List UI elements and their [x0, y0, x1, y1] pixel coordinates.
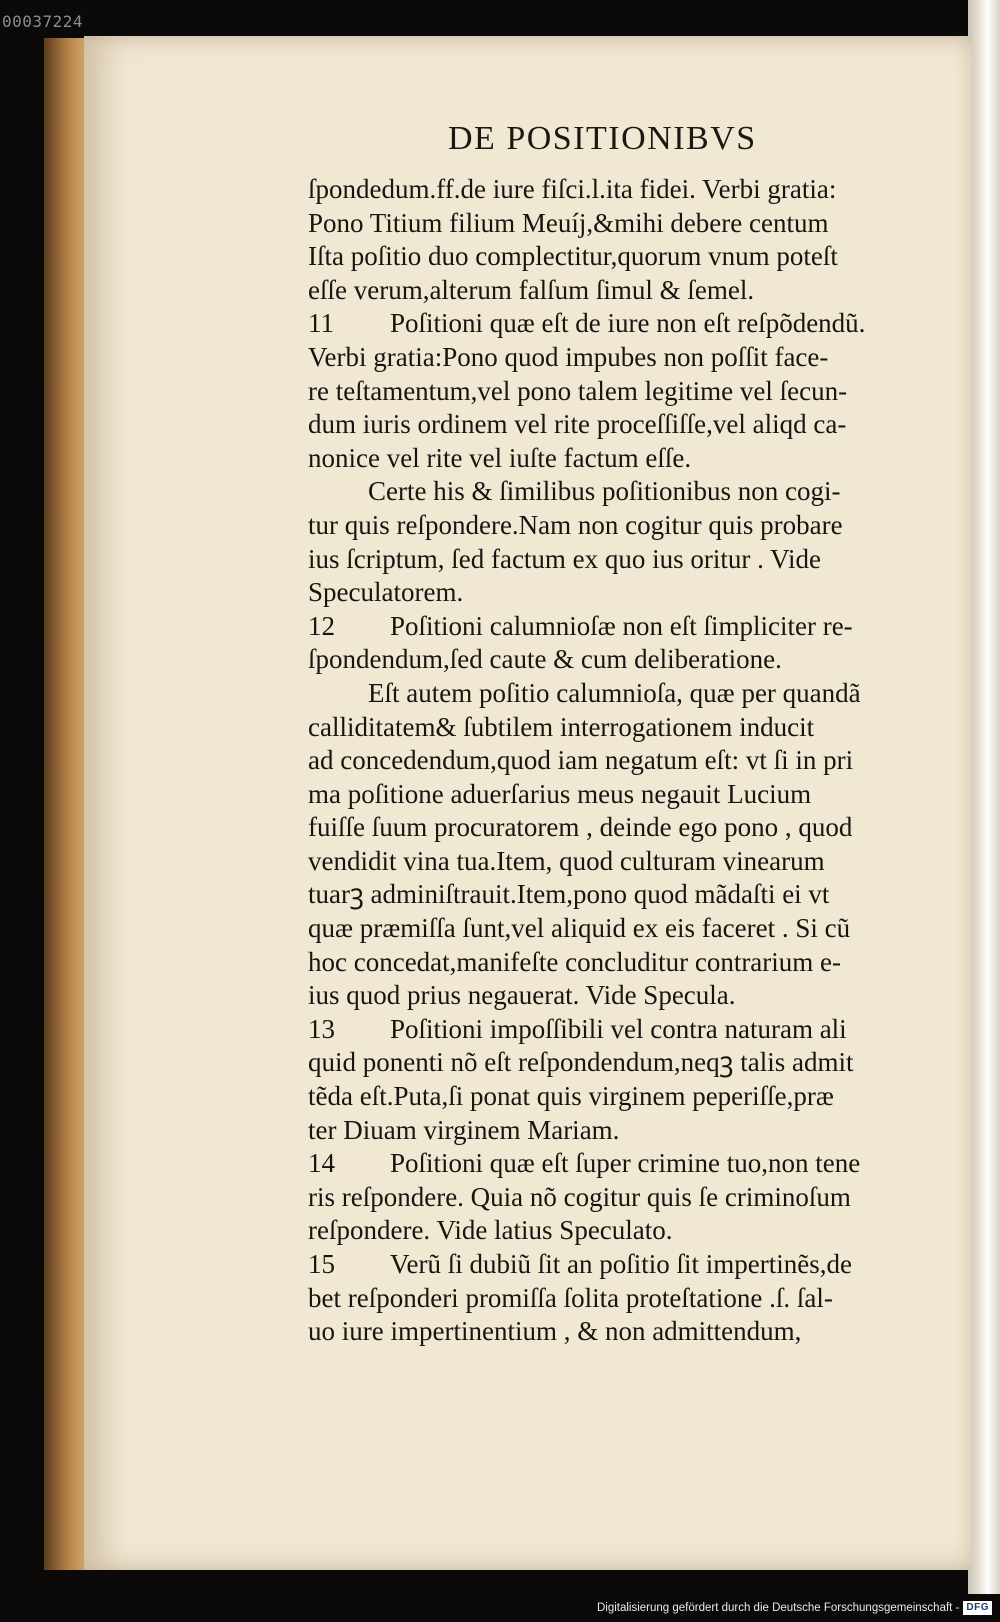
line-text: ſpondendum,ſed caute & cum deliberatione. — [308, 644, 782, 675]
line-text: reſpondere. Vide latius Speculato. — [308, 1215, 673, 1246]
line-text: hoc concedat,manifeſte concluditur contrarium e- — [308, 946, 842, 977]
text-line — [308, 744, 976, 778]
text-line — [308, 979, 976, 1013]
numbered-line — [308, 1248, 976, 1282]
paragraph-number: 11 — [308, 308, 334, 339]
line-text: Pono Titium filium Meuíj,&mihi debere centum — [308, 207, 829, 238]
numbered-line — [308, 610, 976, 644]
line-text: tẽda eſt.Puta,ſi ponat quis virginem peperiſſe,præ — [308, 1081, 834, 1112]
text-line — [308, 878, 976, 912]
text-line — [308, 677, 976, 711]
line-text: ius ſcriptum, ſed factum ex quo ius oritur . Vide — [308, 543, 822, 574]
line-text: tuarꝫ adminiſtrauit.Item,pono quod mãdaſti ei vt — [308, 879, 830, 910]
line-text: tur quis reſpondere.Nam non cogitur quis probare — [308, 509, 843, 540]
text-line — [308, 475, 976, 509]
line-text: ſpondedum.ff.de iure fiſci.l.ita fidei. Verbi gratia: — [308, 174, 837, 204]
paragraph-number: 15 — [308, 1249, 335, 1279]
line-text: Verũ ſi dubiũ ſit an poſitio ſit impertinẽs,de — [390, 1249, 852, 1279]
scan-id: 00037224 — [2, 12, 84, 31]
line-text: ius quod prius negauerat. Vide Specula. — [308, 980, 736, 1011]
line-text: ris reſpondere. Quia nõ cogitur quis ſe criminoſum — [308, 1181, 851, 1212]
line-text: Speculatorem. — [308, 577, 464, 608]
line-text: ma poſitione aduerſarius meus negauit Lucium — [308, 778, 812, 809]
footer-credit — [597, 1601, 992, 1615]
text-line — [308, 711, 976, 745]
line-text: quid ponenti nõ eſt reſpondendum,neqꝫ talis admit — [308, 1047, 854, 1078]
text-line — [308, 509, 976, 543]
line-text: Certe his & ſimilibus poſitionibus non cogi- — [368, 476, 841, 507]
text-line — [308, 274, 976, 308]
line-text: re teſtamentum,vel pono talem legitime vel ſecun- — [308, 375, 848, 406]
text-line — [308, 341, 976, 375]
line-text: Verbi gratia:Pono quod impubes non poſſit face- — [308, 341, 829, 372]
line-text: bet reſponderi promiſſa ſolita proteſtatione .ſ. ſal- — [308, 1282, 833, 1313]
text-line — [308, 1114, 976, 1148]
text-line — [308, 811, 976, 845]
text-line — [308, 543, 976, 577]
text-line — [308, 1046, 976, 1080]
text-line — [308, 576, 976, 610]
line-text: ter Diuam virginem Mariam. — [308, 1114, 620, 1145]
text-line — [308, 1080, 976, 1114]
text-line — [308, 912, 976, 946]
book-page-edge-left — [44, 38, 86, 1570]
text-line — [308, 1181, 976, 1215]
line-text: Iſta poſitio duo complectitur,quorum vnum poteſt — [308, 241, 838, 272]
dfg-logo-icon: DFG — [963, 1601, 992, 1615]
text-line — [308, 240, 976, 274]
text-line — [308, 845, 976, 879]
line-text: Poſitioni quæ eſt de iure non eſt reſpõdendũ. — [390, 308, 866, 339]
line-text: nonice vel rite vel iuſte factum eſſe. — [308, 442, 692, 473]
numbered-line — [308, 307, 976, 341]
line-text: Poſitioni quæ eſt ſuper crimine tuo,non tene — [390, 1148, 861, 1179]
line-text: uo iure impertinentium , & non admittendum, — [308, 1316, 802, 1347]
text-line — [308, 778, 976, 812]
line-text: calliditatem& ſubtilem interrogationem inducit — [308, 711, 815, 742]
line-text: vendidit vina tua.Item, quod culturam vinearum — [308, 845, 825, 876]
text-line — [308, 1214, 976, 1248]
text-line — [308, 643, 976, 677]
paragraph-number: 14 — [308, 1148, 335, 1179]
line-text: dum iuris ordinem vel rite proceſſiſſe,vel aliqd ca- — [308, 409, 847, 440]
text-line — [308, 1282, 976, 1316]
line-text: quæ præmiſſa ſunt,vel aliquid ex eis faceret . Si cũ — [308, 913, 851, 944]
paragraph-number: 12 — [308, 610, 335, 641]
line-text: Poſitioni calumnioſæ non eſt ſimpliciter re- — [390, 610, 853, 641]
text-line — [308, 1315, 976, 1349]
line-text: eſſe verum,alterum falſum ſimul & ſemel. — [308, 274, 755, 305]
text-line — [308, 408, 976, 442]
text-line — [308, 207, 976, 241]
line-text: Eſt autem poſitio calumnioſa, quæ per quandã — [368, 677, 861, 708]
line-text: fuiſſe ſuum procuratorem , deinde ego pono , quod — [308, 812, 853, 843]
numbered-line — [308, 1147, 976, 1181]
paragraph-number: 13 — [308, 1013, 335, 1044]
text-line — [308, 375, 976, 409]
numbered-line — [308, 1013, 976, 1047]
line-text: Poſitioni impoſſibili vel contra naturam ali — [390, 1013, 847, 1044]
footer-credit-text: Digitalisierung gefördert durch die Deutsche Forschungsgemeinschaft - — [596, 1602, 960, 1614]
running-head: DE POSITIONIBVS — [448, 120, 757, 157]
text-line — [308, 442, 976, 476]
text-line — [308, 946, 976, 980]
text-block — [308, 173, 976, 1349]
line-text: ad concedendum,quod iam negatum eſt: vt ſi in pri — [308, 745, 854, 776]
text-line — [308, 173, 976, 207]
